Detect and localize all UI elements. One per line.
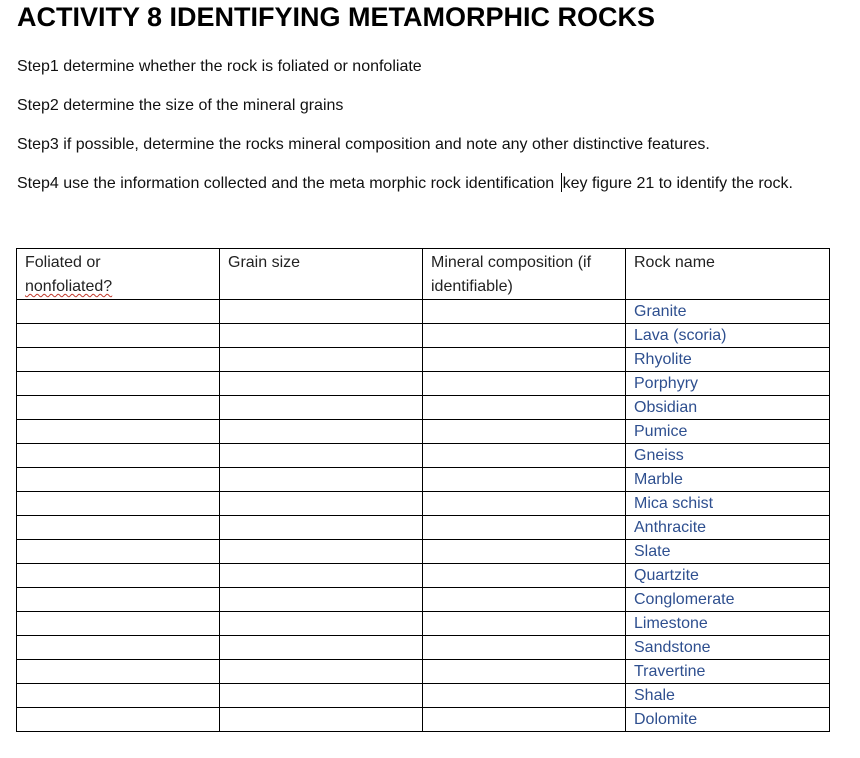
foliated-cell[interactable] <box>17 348 220 372</box>
mineral-composition-cell[interactable] <box>423 420 626 444</box>
grain-size-cell[interactable] <box>220 420 423 444</box>
mineral-composition-cell[interactable] <box>423 468 626 492</box>
mineral-composition-cell[interactable] <box>423 372 626 396</box>
step-4-text-part2: key figure 21 to identify the rock. <box>562 175 793 192</box>
foliated-cell[interactable] <box>17 396 220 420</box>
table-row <box>17 660 830 684</box>
mineral-composition-cell[interactable] <box>423 492 626 516</box>
mineral-composition-cell[interactable] <box>423 540 626 564</box>
foliated-cell[interactable] <box>17 516 220 540</box>
grain-size-cell[interactable] <box>220 300 423 324</box>
grain-size-cell[interactable] <box>220 588 423 612</box>
table-row <box>17 372 830 396</box>
header-grain-size[interactable]: Grain size <box>220 249 423 300</box>
table-row <box>17 444 830 468</box>
table-row <box>17 420 830 444</box>
foliated-cell[interactable] <box>17 708 220 732</box>
header-foliated-line2: nonfoliated? <box>25 278 113 295</box>
grain-size-cell[interactable] <box>220 540 423 564</box>
table-row <box>17 684 830 708</box>
grain-size-cell[interactable] <box>220 492 423 516</box>
rock-name-cell[interactable]: Conglomerate <box>626 588 830 612</box>
table-row <box>17 300 830 324</box>
rock-name-cell[interactable]: Lava (scoria) <box>626 324 830 348</box>
foliated-cell[interactable] <box>17 660 220 684</box>
grain-size-cell[interactable] <box>220 468 423 492</box>
rock-identification-table <box>16 248 830 732</box>
table-row <box>17 612 830 636</box>
grain-size-cell[interactable] <box>220 564 423 588</box>
grain-size-cell[interactable] <box>220 444 423 468</box>
rock-name-cell[interactable]: Dolomite <box>626 708 830 732</box>
mineral-composition-cell[interactable] <box>423 396 626 420</box>
foliated-cell[interactable] <box>17 492 220 516</box>
rock-name-cell[interactable]: Sandstone <box>626 636 830 660</box>
foliated-cell[interactable] <box>17 468 220 492</box>
foliated-cell[interactable] <box>17 612 220 636</box>
foliated-cell[interactable] <box>17 324 220 348</box>
grain-size-cell[interactable] <box>220 348 423 372</box>
table-body <box>17 300 830 732</box>
mineral-composition-cell[interactable] <box>423 612 626 636</box>
mineral-composition-cell[interactable] <box>423 516 626 540</box>
foliated-cell[interactable] <box>17 420 220 444</box>
mineral-composition-cell[interactable] <box>423 564 626 588</box>
page-title: ACTIVITY 8 IDENTIFYING METAMORPHIC ROCKS <box>17 2 656 32</box>
grain-size-cell[interactable] <box>220 708 423 732</box>
step-3-text: Step3 if possible, determine the rocks mineral composition and note any other distinctive features. <box>17 136 710 153</box>
rock-name-cell[interactable]: Pumice <box>626 420 830 444</box>
table-row <box>17 396 830 420</box>
table-row <box>17 540 830 564</box>
grain-size-cell[interactable] <box>220 372 423 396</box>
grain-size-cell[interactable] <box>220 684 423 708</box>
mineral-composition-cell[interactable] <box>423 324 626 348</box>
grain-size-cell[interactable] <box>220 396 423 420</box>
table-row <box>17 348 830 372</box>
mineral-composition-cell[interactable] <box>423 708 626 732</box>
rock-name-cell[interactable]: Limestone <box>626 612 830 636</box>
table-row <box>17 492 830 516</box>
step-1-text: Step1 determine whether the rock is foliated or nonfoliate <box>17 58 422 75</box>
mineral-composition-cell[interactable] <box>423 444 626 468</box>
table-row <box>17 564 830 588</box>
rock-name-cell[interactable]: Quartzite <box>626 564 830 588</box>
foliated-cell[interactable] <box>17 372 220 396</box>
header-rock-name[interactable]: Rock name <box>626 249 830 300</box>
foliated-cell[interactable] <box>17 636 220 660</box>
foliated-cell[interactable] <box>17 588 220 612</box>
rock-name-cell[interactable]: Rhyolite <box>626 348 830 372</box>
rock-name-cell[interactable]: Anthracite <box>626 516 830 540</box>
foliated-cell[interactable] <box>17 684 220 708</box>
rock-name-cell[interactable]: Mica schist <box>626 492 830 516</box>
grain-size-cell[interactable] <box>220 516 423 540</box>
rock-name-cell[interactable]: Travertine <box>626 660 830 684</box>
mineral-composition-cell[interactable] <box>423 588 626 612</box>
rock-name-cell[interactable]: Gneiss <box>626 444 830 468</box>
table-header-row <box>17 249 830 300</box>
mineral-composition-cell[interactable] <box>423 660 626 684</box>
step-2-text: Step2 determine the size of the mineral grains <box>17 97 344 114</box>
rock-name-cell[interactable]: Obsidian <box>626 396 830 420</box>
foliated-cell[interactable] <box>17 540 220 564</box>
grain-size-cell[interactable] <box>220 612 423 636</box>
table-row <box>17 468 830 492</box>
table-row <box>17 636 830 660</box>
grain-size-cell[interactable] <box>220 660 423 684</box>
mineral-composition-cell[interactable] <box>423 300 626 324</box>
table-row <box>17 516 830 540</box>
mineral-composition-cell[interactable] <box>423 348 626 372</box>
rock-name-cell[interactable]: Marble <box>626 468 830 492</box>
text-cursor <box>561 173 562 192</box>
header-foliated[interactable] <box>17 249 220 300</box>
rock-name-cell[interactable]: Shale <box>626 684 830 708</box>
table-row <box>17 588 830 612</box>
grain-size-cell[interactable] <box>220 324 423 348</box>
foliated-cell[interactable] <box>17 564 220 588</box>
mineral-composition-cell[interactable] <box>423 636 626 660</box>
header-foliated-line1: Foliated or <box>25 254 101 271</box>
step-4-text-part1: Step4 use the information collected and the meta morphic rock identification <box>17 175 559 192</box>
table-row <box>17 324 830 348</box>
rock-name-cell[interactable]: Granite <box>626 300 830 324</box>
rock-name-cell[interactable]: Slate <box>626 540 830 564</box>
foliated-cell[interactable] <box>17 444 220 468</box>
header-mineral-composition[interactable]: Mineral composition (if identifiable) <box>423 249 626 300</box>
rock-name-cell[interactable]: Porphyry <box>626 372 830 396</box>
foliated-cell[interactable] <box>17 300 220 324</box>
grain-size-cell[interactable] <box>220 636 423 660</box>
step-4-text <box>17 171 827 196</box>
mineral-composition-cell[interactable] <box>423 684 626 708</box>
table-row <box>17 708 830 732</box>
